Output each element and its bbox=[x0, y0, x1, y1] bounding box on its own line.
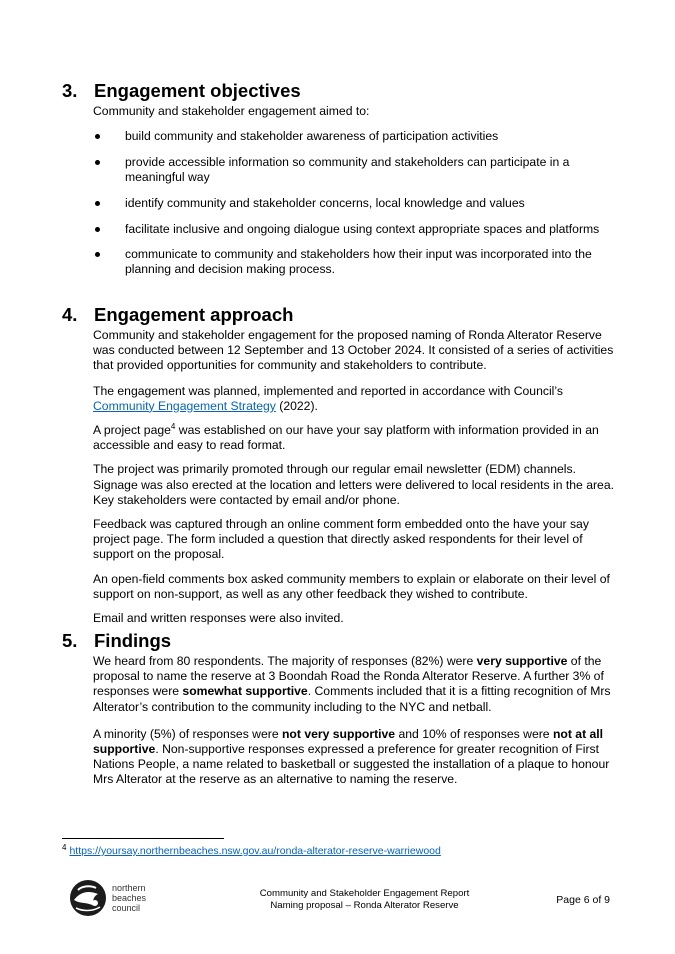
section-title: Findings bbox=[94, 630, 172, 651]
approach-paragraph-3 bbox=[93, 423, 622, 453]
page-number: Page 6 of 9 bbox=[556, 894, 610, 906]
emphasis-text: somewhat supportive bbox=[182, 684, 308, 699]
bullet-icon bbox=[95, 227, 100, 232]
text-run: The engagement was planned, implemented and reported in accordance with Council’s bbox=[93, 383, 563, 398]
emphasis-text: not very supportive bbox=[281, 726, 396, 741]
page-footer bbox=[62, 876, 622, 926]
text-run: of the proposal to name the reserve at 3 Boondah Road the Ronda Alterator Reserve. A further 3% of responses were bbox=[93, 654, 604, 699]
list-item-text: facilitate inclusive and ongoing dialogue using context appropriate spaces and platforms bbox=[125, 221, 600, 236]
logo-line: beaches bbox=[112, 892, 147, 903]
section-number: 5. bbox=[62, 630, 78, 651]
list-item-text: communicate to community and stakeholders how their input was incorporated into the planning and decision making process. bbox=[125, 247, 592, 277]
section-heading bbox=[62, 630, 622, 652]
section-title: Engagement approach bbox=[94, 304, 294, 325]
text-run: A project page bbox=[93, 423, 171, 438]
list-item bbox=[93, 196, 622, 211]
list-item bbox=[93, 222, 622, 237]
approach-paragraph-5: Feedback was captured through an online comment form embedded onto the have your say project page. The form included a question that directly asked respondents for their level of support on the proposal. bbox=[93, 517, 589, 562]
approach-paragraph-2 bbox=[93, 384, 622, 414]
approach-paragraph-7: Email and written responses were also invited. bbox=[93, 611, 344, 626]
approach-paragraph-4: The project was primarily promoted through our regular email newsletter (EDM) channels. Signage was also erected at the location and letters were delivered to local residents in the area. Key stakeholders were contacted by email and/or phone. bbox=[93, 462, 614, 507]
footnote-link[interactable]: https://yoursay.northernbeaches.nsw.gov.au/ronda-alterator-reserve-warriewood bbox=[69, 845, 441, 857]
section-heading bbox=[62, 80, 622, 102]
bullet-icon bbox=[95, 134, 100, 139]
bullet-icon bbox=[95, 201, 100, 206]
section-number: 4. bbox=[62, 304, 78, 325]
approach-paragraph-6: An open-field comments box asked community members to explain or elaborate on their level of support on non-support, as well as any other feedback they wished to contribute. bbox=[93, 571, 610, 601]
section-title: Engagement objectives bbox=[94, 80, 301, 101]
footnote-divider bbox=[62, 838, 224, 839]
list-item-text: identify community and stakeholder concerns, local knowledge and values bbox=[125, 195, 525, 210]
logo-line: northern bbox=[112, 883, 146, 893]
bullet-icon bbox=[95, 160, 100, 165]
section-engagement-approach bbox=[62, 304, 622, 635]
section-heading bbox=[62, 304, 622, 326]
list-item-text: provide accessible information so community and stakeholders can participate in a meaningful way bbox=[125, 154, 570, 185]
text-run: We heard from 80 respondents. The majority of responses (82%) were bbox=[93, 654, 477, 668]
approach-paragraph-1: Community and stakeholder engagement for the proposed naming of Ronda Alterator Reserve was conducted between 12 September and 13 October 2024. It consisted of a series of activities that provided opportunities for community and stakeholders to contribute. bbox=[93, 328, 614, 373]
community-engagement-strategy-link[interactable]: Community Engagement Strategy bbox=[93, 398, 276, 413]
findings-paragraph-2 bbox=[93, 727, 622, 788]
bullet-icon bbox=[95, 252, 100, 257]
footer-report-title bbox=[242, 888, 487, 912]
council-emblem-icon bbox=[68, 878, 108, 918]
emphasis-text: not at all supportive bbox=[93, 726, 604, 757]
emphasis-text: very supportive bbox=[476, 654, 568, 668]
footnote-reference: 4 bbox=[170, 421, 176, 431]
text-run: A minority (5%) of responses were bbox=[93, 726, 282, 741]
council-logo-text bbox=[112, 884, 146, 913]
footnote-mark: 4 bbox=[62, 842, 67, 852]
logo-line: council bbox=[112, 902, 141, 913]
objectives-intro: Community and stakeholder engagement aimed to: bbox=[93, 104, 370, 118]
section-number: 3. bbox=[62, 80, 78, 101]
report-subtitle: Naming proposal – Ronda Alterator Reserve bbox=[270, 900, 459, 911]
report-title: Community and Stakeholder Engagement Report bbox=[259, 888, 470, 899]
list-item bbox=[93, 129, 622, 144]
text-run: and 10% of responses were bbox=[395, 726, 553, 741]
text-run: (2022). bbox=[275, 398, 318, 413]
section-findings bbox=[62, 630, 622, 797]
footnote bbox=[62, 842, 441, 858]
section-engagement-objectives bbox=[62, 80, 622, 288]
objectives-list bbox=[93, 129, 622, 277]
text-run: . Comments included that it is a fitting recognition of Mrs Alterator’s contribution to the community including to the NYC and netball. bbox=[93, 684, 611, 714]
text-run: was established on our have your say platform with information provided in an accessible and easy to read format. bbox=[93, 423, 599, 453]
findings-paragraph-1 bbox=[93, 654, 622, 715]
list-item bbox=[93, 247, 622, 277]
list-item bbox=[93, 155, 622, 185]
council-logo bbox=[68, 878, 188, 918]
list-item-text: build community and stakeholder awareness of participation activities bbox=[125, 129, 499, 144]
text-run: . Non-supportive responses expressed a preference for greater recognition of First Nations People, a name related to basketball or suggested the installation of a plaque to honour Mrs Alterator at the reserve as an alternative to naming the reserve. bbox=[93, 742, 610, 787]
